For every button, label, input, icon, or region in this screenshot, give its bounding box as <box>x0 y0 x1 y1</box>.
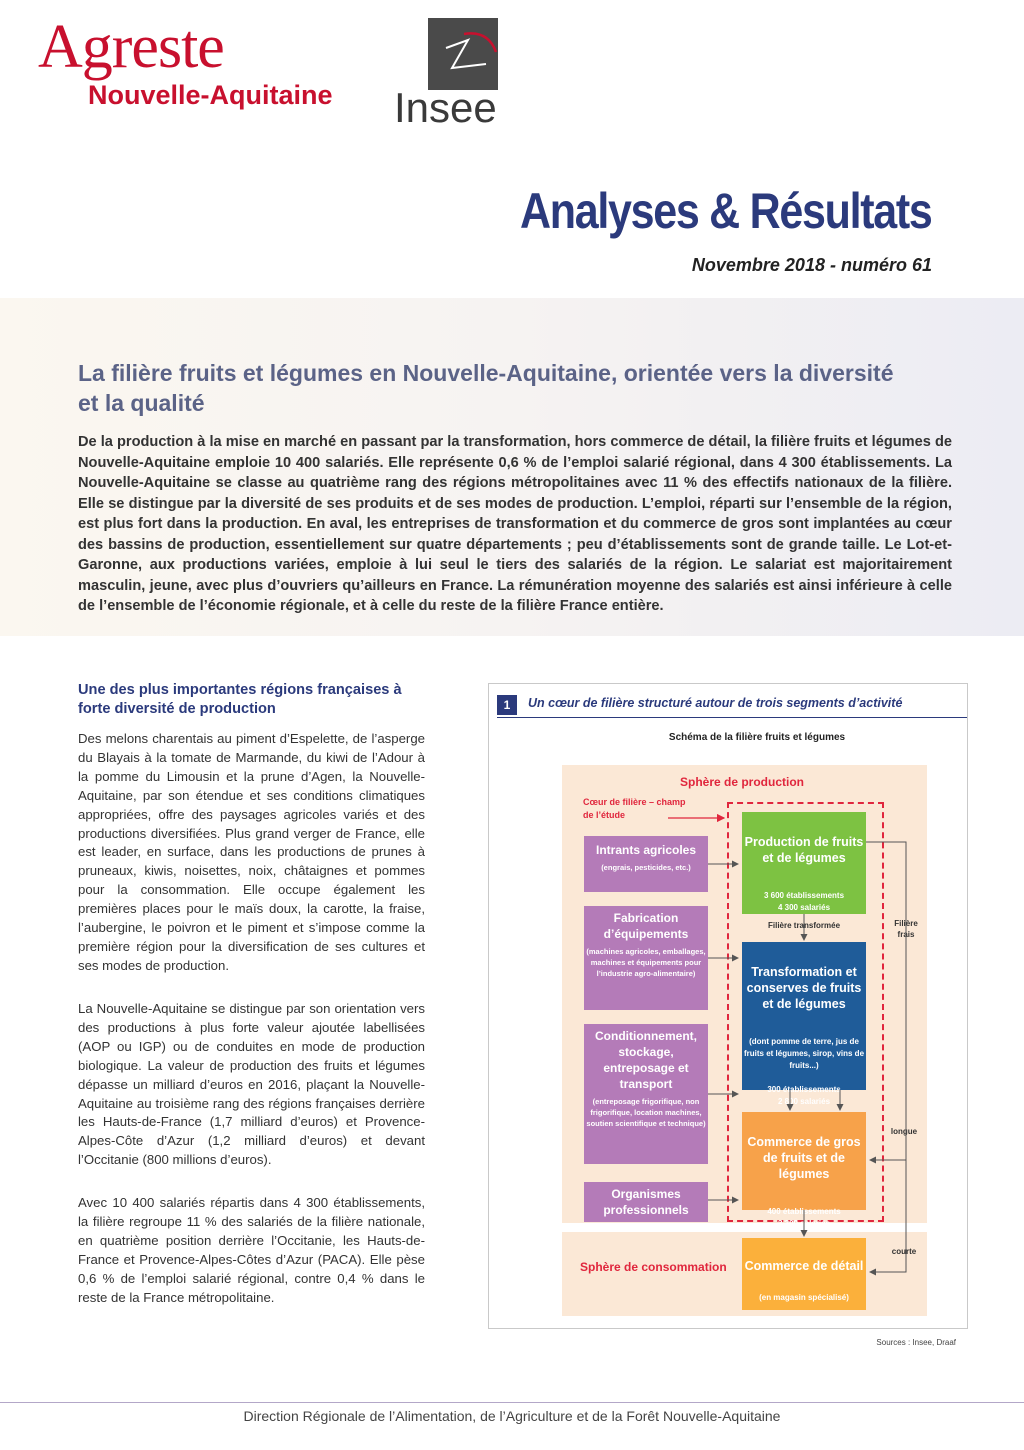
filiere-transformee-label: Filière transformée <box>767 921 841 930</box>
agreste-region: Nouvelle-Aquitaine <box>88 80 333 110</box>
series-title: Analyses & Résultats <box>520 183 932 239</box>
schema-title: Schéma de la filière fruits et légumes <box>668 732 846 743</box>
agreste-logo: Agreste <box>38 13 224 81</box>
box-commerce-gros: Commerce de gros de fruits et de légumes 400 établissements 3 300 salariés <box>742 1112 866 1210</box>
body-paragraph-2: La Nouvelle-Aquitaine se distingue par son orientation vers des productions à plus forte valeur ajoutée labellisées (AOP ou IGP) ou de conduites en mode de production biologique. La valeur de production des fruits et légumes dépasse un milliard d’euros en 2016, plaçant la Nouvelle-Aquitaine au troisième rang des régions françaises derrière les Hauts-de-France (1,7 milliard d’euros) et Provence-Alpes-Côte d’Azur (1,2 milliard d’euros) et devant l’Occitanie (800 millions d’euros). <box>78 1001 425 1168</box>
consumption-sphere-label: Sphère de consommation <box>580 1260 727 1274</box>
insee-logo-text: Insee <box>394 84 497 131</box>
courte-label: courte <box>891 1247 917 1256</box>
figure-number: 1 <box>497 695 517 715</box>
figure-title: Un cœur de filière structuré autour de trois segments d’activité <box>528 696 903 710</box>
box-organismes: Organismes professionnels <box>584 1182 708 1222</box>
issue-date: Novembre 2018 - numéro 61 <box>691 255 932 275</box>
footer-rule <box>0 1402 1024 1403</box>
body-paragraph-1: Des melons charentais au piment d’Espelette, de l’asperge du Blayais à la tomate de Marmande, du kiwi de l’Adour à la pomme du Limousin et la prune d’Agen, la Nouvelle-Aquitaine, par son étendue et ses conditions climatiques appropriées, offre des paysages agricoles variés et des productions diversifiées. Plus grand verger de France, elle est leader, en surface, dans les productions de prunes à pruneaux, kiwis, noisettes, noix, châtaignes et pommes pour la consommation. Elle occupe également les premières places pour le maïs doux, la carotte, la fraise, l’aubergine, le poivron et le piment et s’impose comme la première région pour la diversification de ses cultures et ses modes de production. <box>78 731 425 973</box>
body-paragraph-3: Avec 10 400 salariés répartis dans 4 300 établissements, la filière regroupe 11 % des salariés de la filière nationale, en quatrième position derrière l’Occitanie, les Hauts-de-France et Provence-Alpes-Côtes d’Azur (PACA). Elle pèse 0,6 % de l’emploi salarié régional, contre 0,4 % dans le reste de la France métropolitaine. <box>78 1195 425 1305</box>
longue-label: longue <box>890 1127 918 1136</box>
box-commerce-detail: Commerce de détail (en magasin spécialisé) 1 051 établissements 1 050 salariés <box>742 1238 866 1310</box>
box-transformation: Transformation et conserves de fruits et de légumes (dont pomme de terre, jus de fruits et légumes, sirop, vins de fruits...) 300 établissements 2 800 salariés <box>742 942 866 1090</box>
core-scope-label: Cœur de filière – champ de l’étude <box>583 797 686 820</box>
box-conditionnement: Conditionnement, stockage, entreposage et transport (entreposage frigorifique, non frigorifique, location machines, soutien scientifique et technique) <box>584 1024 708 1164</box>
footer-text: Direction Régionale de l’Alimentation, de l’Agriculture et de la Forêt Nouvelle-Aquitaine <box>243 1408 781 1424</box>
article-lead: De la production à la mise en marché en passant par la transformation, hors commerce de détail, la filière fruits et légumes de Nouvelle-Aquitaine emploie 10 400 salariés. Elle représente 0,6 % de l’emploi salarié régional, dans 4 300 établissements. La Nouvelle-Aquitaine se classe au quatrième rang des régions métropolitaines avec 11 % des effectifs nationaux de la filière. Elle se distingue par la diversité de ses produits et de ses modes de production. L’emploi, réparti sur l’ensemble de la région, est plus fort dans la production. En aval, les entreprises de transformation et du commerce de gros sont implantées au cœur des bassins de production, essentiellement sur quatre départements ; peu d’établissements sont de grande taille. Le Lot-et-Garonne, aux productions variées, emploie à lui seul le tiers des salariés de la région. Le salariat est majoritairement masculin, jeune, avec plus d’ouvriers qu’ailleurs en France. La rémunération moyenne des salariés est ainsi inférieure à celle de l’ensemble de l’économie régionale, et à celle du reste de la filière France entière. <box>78 434 952 614</box>
box-fabrication: Fabrication d’équipements (machines agricoles, emballages, machines et équipements pour l’industrie agro-alimentaire) <box>584 906 708 1010</box>
box-production: Production de fruits et de légumes 3 600 établissements 4 300 salariés <box>742 812 866 914</box>
figure-sources: Sources : Insee, Draaf <box>876 1338 956 1347</box>
production-sphere-label: Sphère de production <box>680 775 805 789</box>
box-intrants: Intrants agricoles (engrais, pesticides, etc.) <box>584 836 708 892</box>
article-title: La filière fruits et légumes en Nouvelle-Aquitaine, orientée vers la diversité et la qualité <box>78 360 894 416</box>
section-heading: Une des plus importantes régions françaises à forte diversité de production <box>78 682 402 717</box>
filiere-frais-label: Filière frais <box>894 919 918 939</box>
